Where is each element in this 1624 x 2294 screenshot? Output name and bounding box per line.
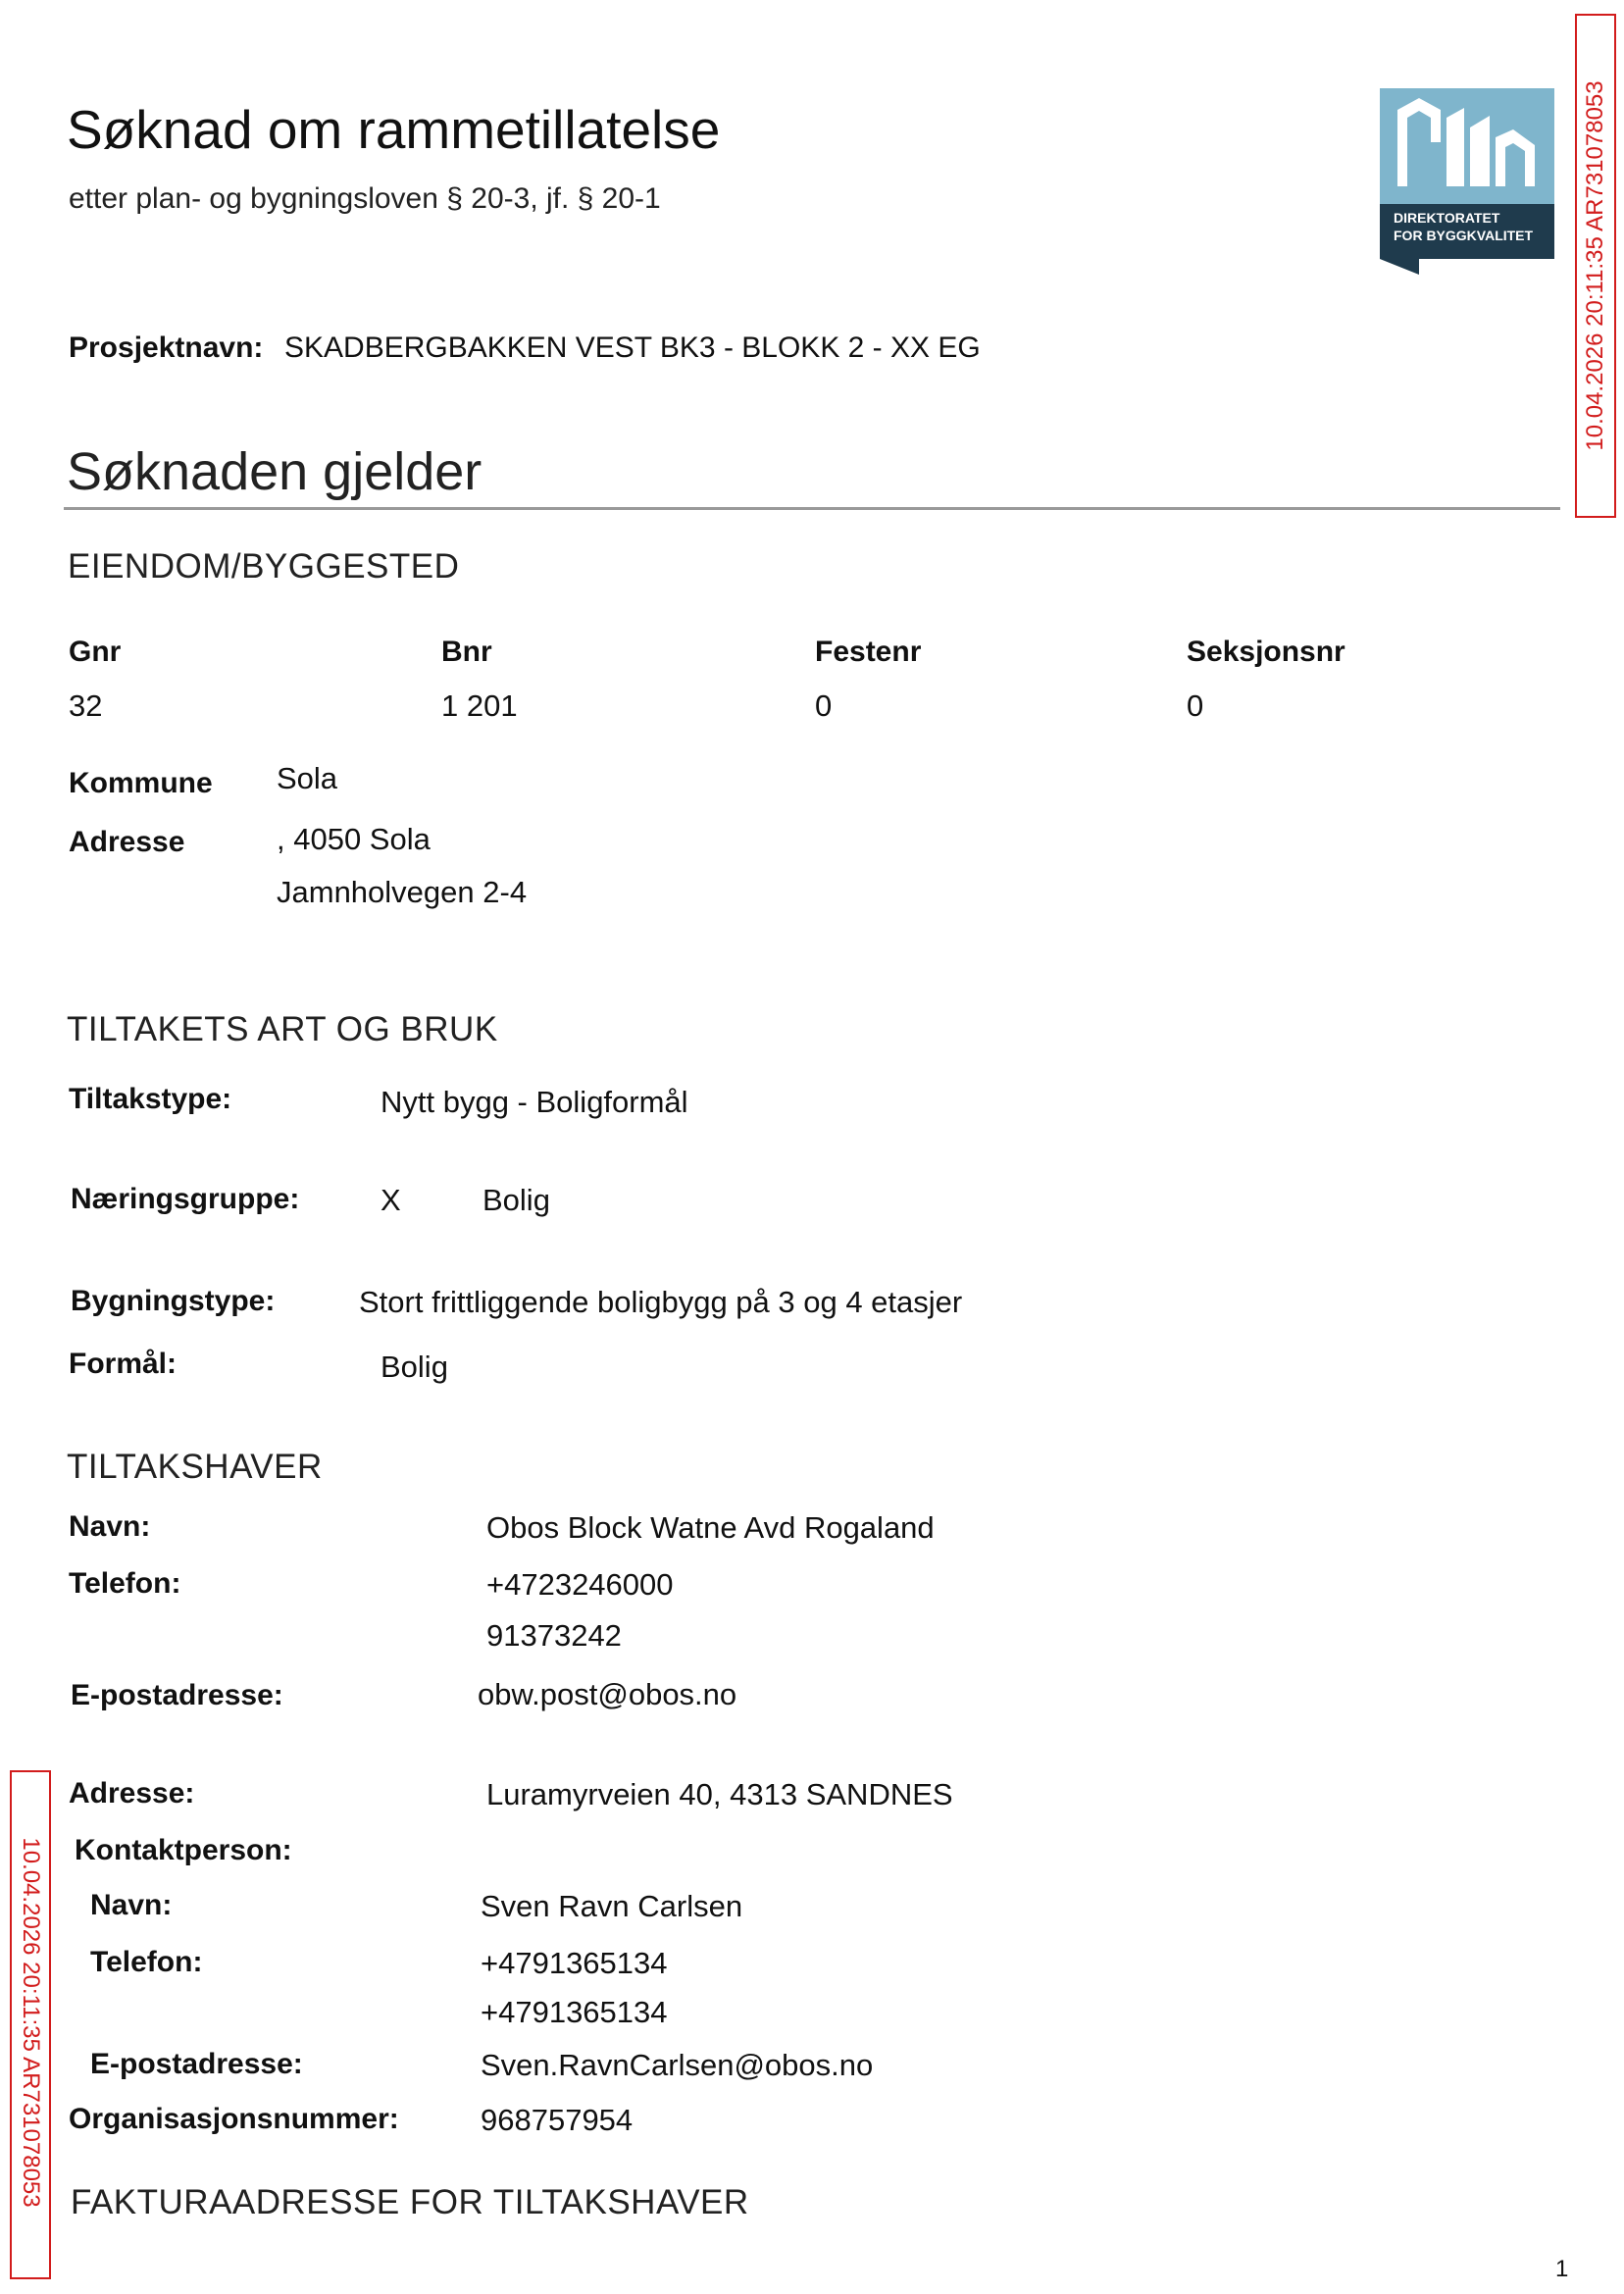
kommune-label: Kommune: [69, 767, 213, 799]
naeringsgruppe-label: Næringsgruppe:: [71, 1183, 300, 1215]
gnr-value: 32: [69, 688, 103, 723]
festenr-label: Festenr: [815, 636, 922, 668]
tiltakshaver-heading: TILTAKSHAVER: [67, 1448, 323, 1486]
stamp-text-top: 10.04.2026 20:11:35 AR731078053: [1582, 80, 1608, 451]
project-label: Prosjektnavn:: [69, 331, 264, 364]
org-value: 968757954: [481, 2103, 634, 2137]
tiltakshaver-navn-value: Obos Block Watne Avd Rogaland: [486, 1510, 935, 1545]
gnr-label: Gnr: [69, 636, 122, 668]
section-divider: [64, 507, 1560, 510]
naeringsgruppe-value: Bolig: [482, 1183, 550, 1217]
seksjonsnr-label: Seksjonsnr: [1187, 636, 1345, 668]
naeringsgruppe-code: X: [381, 1183, 401, 1217]
tiltakshaver-epost-value: obw.post@obos.no: [478, 1677, 737, 1711]
formal-label: Formål:: [69, 1348, 178, 1380]
dibk-logo: [1380, 88, 1554, 275]
logo-text-line2: FOR BYGGKVALITET: [1394, 228, 1534, 243]
tiltak-heading: TILTAKETS ART OG BRUK: [67, 1010, 498, 1048]
kontakt-telefon-label: Telefon:: [90, 1946, 203, 1978]
festenr-value: 0: [815, 688, 833, 723]
tiltakshaver-epost-label: E-postadresse:: [71, 1679, 283, 1711]
document-title: Søknad om rammetillatelse: [67, 99, 721, 160]
adresse-line2: Jamnholvegen 2-4: [277, 875, 528, 909]
kontakt-telefon-value2: +4791365134: [481, 1995, 668, 2029]
tiltakshaver-navn-label: Navn:: [69, 1510, 151, 1543]
kontakt-navn-value: Sven Ravn Carlsen: [481, 1889, 743, 1923]
project-value: SKADBERGBAKKEN VEST BK3 - BLOKK 2 - XX EG: [284, 331, 981, 364]
kontakt-epost-value: Sven.RavnCarlsen@obos.no: [481, 2048, 874, 2082]
tiltakshaver-adresse-value: Luramyrveien 40, 4313 SANDNES: [486, 1777, 953, 1811]
adresse-line1: , 4050 Sola: [277, 822, 431, 856]
kontakt-navn-label: Navn:: [90, 1889, 173, 1921]
kommune-value: Sola: [277, 761, 338, 795]
seksjonsnr-value: 0: [1187, 688, 1204, 723]
tiltakshaver-adresse-label: Adresse:: [69, 1777, 195, 1810]
tiltakshaver-telefon-label: Telefon:: [69, 1567, 181, 1600]
tiltakshaver-telefon-value2: 91373242: [486, 1618, 622, 1653]
tiltakstype-label: Tiltakstype:: [69, 1083, 232, 1115]
document-subtitle: etter plan- og bygningsloven § 20-3, jf. § 20-1: [69, 182, 661, 215]
kontaktperson-label: Kontaktperson:: [75, 1834, 292, 1866]
tiltakstype-value: Nytt bygg - Boligformål: [381, 1085, 688, 1119]
org-label: Organisasjonsnummer:: [69, 2103, 399, 2135]
logo-text-line1: DIREKTORATET: [1394, 210, 1500, 226]
stamp-text-bottom: 10.04.2026 20:11:35 AR731078053: [18, 1837, 44, 2208]
timestamp-stamp-top: [1575, 14, 1616, 518]
bnr-label: Bnr: [441, 636, 492, 668]
dibk-logo-graphic: [1380, 88, 1554, 275]
kontakt-telefon-value1: +4791365134: [481, 1946, 668, 1980]
faktura-heading: FAKTURAADRESSE FOR TILTAKSHAVER: [71, 2183, 749, 2221]
section-heading: Søknaden gjelder: [67, 442, 482, 501]
formal-value: Bolig: [381, 1350, 448, 1384]
property-heading: EIENDOM/BYGGESTED: [68, 547, 460, 586]
timestamp-stamp-bottom: [10, 1770, 51, 2279]
bygningstype-label: Bygningstype:: [71, 1285, 276, 1317]
bygningstype-value: Stort frittliggende boligbygg på 3 og 4 etasjer: [359, 1285, 963, 1319]
adresse-label: Adresse: [69, 826, 185, 858]
bnr-value: 1 201: [441, 688, 518, 723]
page-number: 1: [1555, 2256, 1569, 2282]
tiltakshaver-telefon-value1: +4723246000: [486, 1567, 674, 1602]
kontakt-epost-label: E-postadresse:: [90, 2048, 303, 2080]
